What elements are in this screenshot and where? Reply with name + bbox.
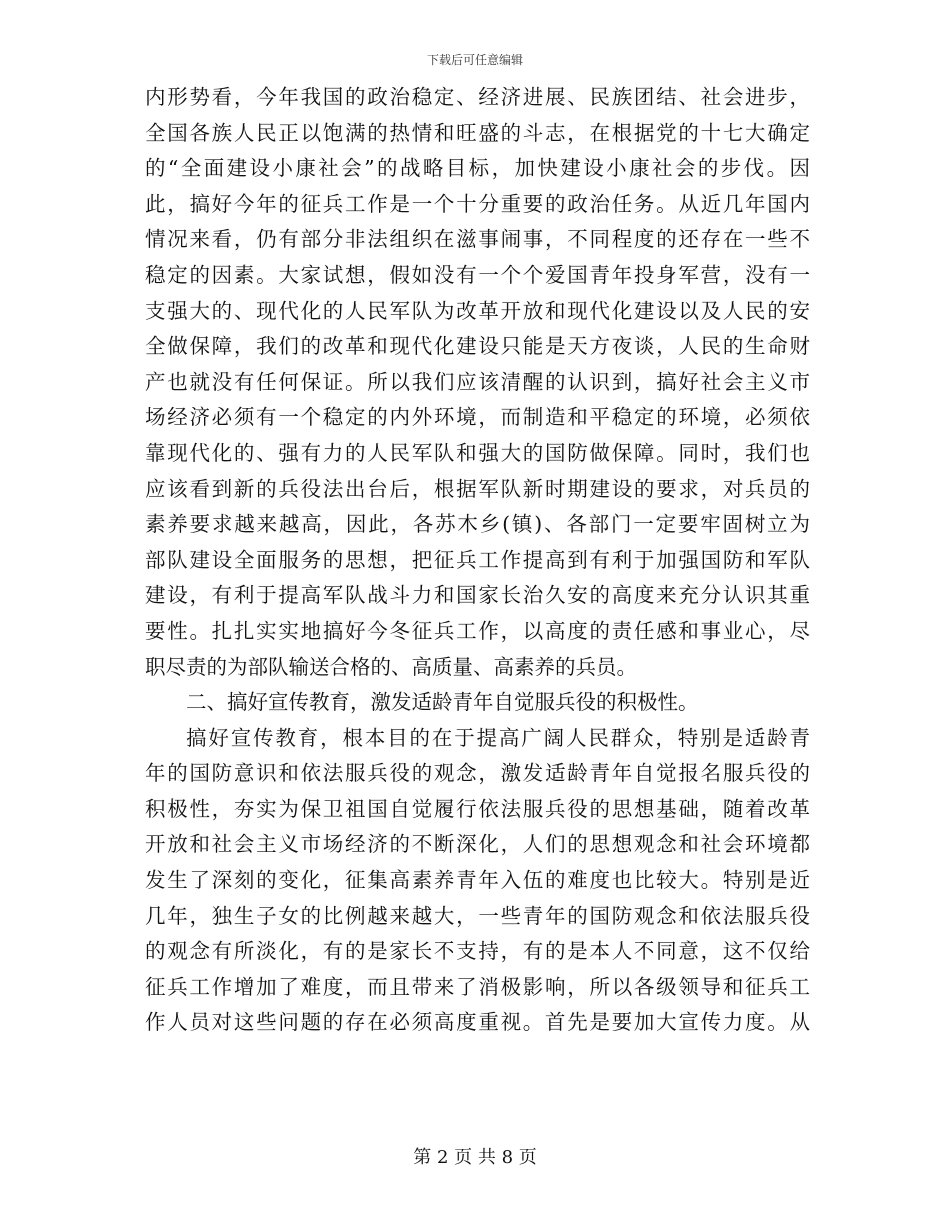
body-text-line: 发生了深刻的变化，征集高素养青年入伍的难度也比较大。特别是近 bbox=[145, 868, 810, 893]
body-text-line: 支强大的、现代化的人民军队为改革开放和现代化建设以及人民的安 bbox=[145, 298, 810, 323]
body-text-line: 的观念有所淡化，有的是家长不支持，有的是本人不同意，这不仅给 bbox=[145, 939, 810, 964]
body-text-line: 搞好宣传教育，根本目的在于提高广阔人民群众，特别是适龄青 bbox=[186, 725, 810, 750]
document-body bbox=[145, 80, 810, 1041]
body-text-line: 征兵工作增加了难度，而且带来了消极影响，所以各级领导和征兵工 bbox=[145, 974, 810, 999]
body-text-line: 年的国防意识和依法服兵役的观念，激发适龄青年自觉报名服兵役的 bbox=[145, 761, 810, 786]
body-text-line: 二、搞好宣传教育，激发适龄青年自觉服兵役的积极性。 bbox=[186, 690, 699, 715]
body-text-line: 开放和社会主义市场经济的不断深化，人们的思想观念和社会环境都 bbox=[145, 832, 810, 857]
body-text-line: 稳定的因素。大家试想，假如没有一个个爱国青年投身军营，没有一 bbox=[145, 262, 810, 287]
body-text-line: 场经济必须有一个稳定的内外环境，而制造和平稳定的环境，必须依 bbox=[145, 405, 810, 430]
body-text-line: 靠现代化的、强有力的人民军队和强大的国防做保障。同时，我们也 bbox=[145, 440, 810, 465]
body-text-line: 情况来看，仍有部分非法组织在滋事闹事，不同程度的还存在一些不 bbox=[145, 227, 810, 252]
body-text-line: 部队建设全面服务的思想，把征兵工作提高到有利于加强国防和军队 bbox=[145, 547, 810, 572]
body-text-line: 的“全面建设小康社会”的战略目标，加快建设小康社会的步伐。因 bbox=[145, 156, 810, 181]
body-text-line: 建设，有利于提高军队战斗力和国家长治久安的高度来充分认识其重 bbox=[145, 583, 810, 608]
body-text-line: 要性。扎扎实实地搞好今冬征兵工作，以高度的责任感和事业心，尽 bbox=[145, 618, 810, 643]
body-text-line: 素养要求越来越高，因此，各苏木乡(镇)、各部门一定要牢固树立为 bbox=[145, 512, 810, 537]
body-text-line: 职尽责的为部队输送合格的、高质量、高素养的兵员。 bbox=[145, 654, 637, 679]
body-text-line: 全国各族人民正以饱满的热情和旺盛的斗志，在根据党的十七大确定 bbox=[145, 120, 810, 145]
body-text-line: 产也就没有任何保证。所以我们应该清醒的认识到，搞好社会主义市 bbox=[145, 369, 810, 394]
body-text-line: 应该看到新的兵役法出台后，根据军队新时期建设的要求，对兵员的 bbox=[145, 476, 810, 501]
body-text-line: 几年，独生子女的比例越来越大，一些青年的国防观念和依法服兵役 bbox=[145, 903, 810, 928]
body-text-line: 此，搞好今年的征兵工作是一个十分重要的政治任务。从近几年国内 bbox=[145, 191, 810, 216]
body-text-line: 全做保障，我们的改革和现代化建设只能是天方夜谈，人民的生命财 bbox=[145, 334, 810, 359]
body-text-line: 作人员对这些问题的存在必须高度重视。首先是要加大宣传力度。从 bbox=[145, 1010, 810, 1035]
page-header: 下载后可任意编辑 bbox=[426, 53, 523, 67]
body-text-line: 积极性，夯实为保卫祖国自觉履行依法服兵役的思想基础，随着改革 bbox=[145, 796, 810, 821]
page-footer: 第 2 页 共 8 页 bbox=[413, 1147, 537, 1168]
body-text-line: 内形势看，今年我国的政治稳定、经济进展、民族团结、社会进步， bbox=[145, 85, 810, 109]
